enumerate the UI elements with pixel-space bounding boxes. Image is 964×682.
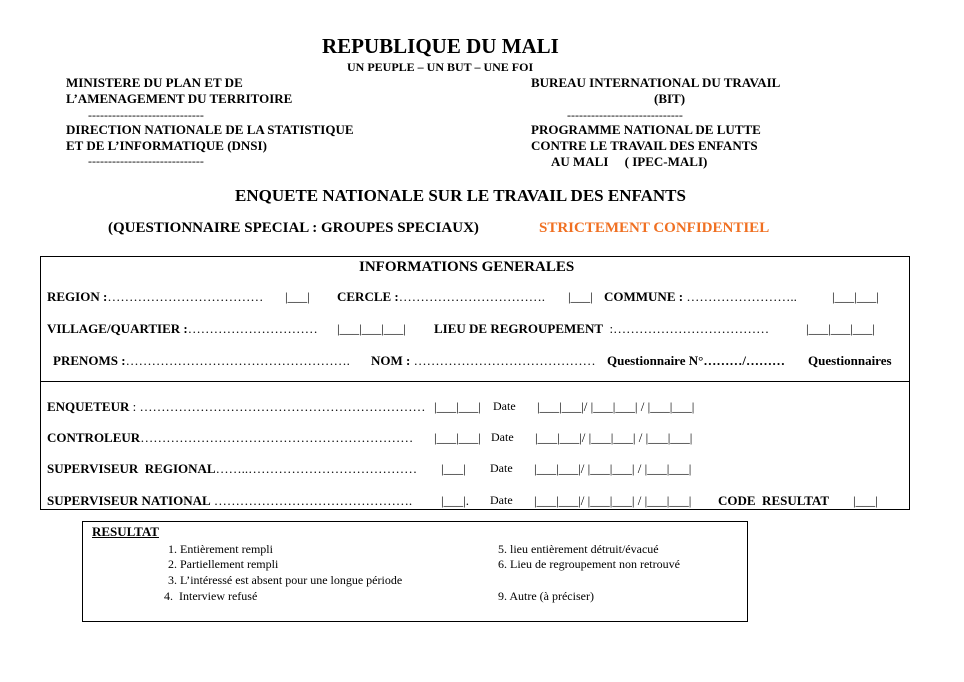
controleur-code-box[interactable]: |___|___| [434, 430, 481, 445]
survey-title: ENQUETE NATIONALE SUR LE TRAVAIL DES ENFANTS [235, 186, 686, 205]
lieu-row [434, 321, 769, 337]
controleur-date-boxes[interactable]: |___|___|/ |___|___| / |___|___| [535, 430, 693, 445]
prenoms-row [53, 353, 350, 369]
resultat-heading: RESULTAT [92, 524, 159, 539]
national-motto: UN PEUPLE – UN BUT – UNE FOI [347, 60, 534, 74]
left-separator-1: ----------------------------- [88, 108, 204, 122]
commune-code-box[interactable]: |___|___| [832, 289, 879, 304]
resultat-item-4: 4. Interview refusé [164, 589, 258, 603]
sup-regional-label: SUPERVISEUR REGIONAL [47, 461, 216, 476]
direction-line-2: ET DE L’INFORMATIQUE (DNSI) [66, 138, 267, 153]
sup-regional-row [47, 461, 417, 477]
bureau-line-2: (BIT) [654, 91, 686, 106]
resultat-item-2: 2. Partiellement rempli [168, 557, 279, 571]
program-line-1: PROGRAMME NATIONAL DE LUTTE [531, 122, 761, 137]
region-code-box[interactable]: |___| [285, 289, 310, 304]
left-separator-2: ----------------------------- [88, 154, 204, 168]
enqueteur-date-label: Date [493, 399, 516, 413]
cercle-row [337, 289, 545, 305]
sup-national-date-boxes[interactable]: |___|___|/ |___|___| / |___|___| [534, 493, 692, 508]
region-input[interactable]: ……………………………… [107, 289, 267, 304]
controleur-date-label: Date [491, 430, 514, 444]
lieu-label: LIEU DE REGROUPEMENT [434, 321, 604, 336]
resultat-item-3: 3. L’intéressé est absent pour une longue période [168, 573, 403, 587]
region-label: REGION : [47, 289, 108, 304]
lieu-input[interactable]: :……………………………… [603, 321, 770, 336]
region-row [47, 289, 267, 305]
village-input[interactable]: ………………………… [187, 321, 322, 336]
sup-regional-date-boxes[interactable]: |___|___|/ |___|___| / |___|___| [534, 461, 692, 476]
controleur-input[interactable]: ……………………………………………………… [140, 430, 414, 445]
right-separator-1: ----------------------------- [567, 108, 683, 122]
ministry-line-2: L’AMENAGEMENT DU TERRITOIRE [66, 91, 293, 106]
section-divider [40, 381, 909, 382]
controleur-label: CONTROLEUR [47, 430, 141, 445]
enqueteur-date-boxes[interactable]: |___|___|/ |___|___| / |___|___| [537, 399, 695, 414]
cercle-label: CERCLE : [337, 289, 399, 304]
sup-national-label: SUPERVISEUR NATIONAL [47, 493, 211, 508]
sup-national-code-box[interactable]: |___|. [441, 493, 469, 508]
code-resultat-box[interactable]: |___| [853, 493, 878, 508]
nom-input[interactable]: …………………………………… [410, 353, 596, 368]
enqueteur-input[interactable]: : ………………………………………………………… [129, 399, 426, 414]
sup-regional-date-label: Date [490, 461, 513, 475]
prenoms-label: PRENOMS : [53, 353, 126, 368]
nom-row [371, 353, 596, 369]
sup-national-input[interactable]: ………………………………………. [210, 493, 413, 508]
sup-regional-input[interactable]: ……..………………………………… [215, 461, 418, 476]
controleur-row [47, 430, 413, 446]
resultat-item-5: 5. lieu entièrement détruit/évacué [498, 542, 659, 556]
village-code-box[interactable]: |___|___|___| [337, 321, 406, 336]
resultat-item-6: 6. Lieu de regroupement non retrouvé [498, 557, 680, 571]
program-line-2: CONTRE LE TRAVAIL DES ENFANTS [531, 138, 758, 153]
lieu-code-box[interactable]: |___|___|___| [806, 321, 875, 336]
page-title: REPUBLIQUE DU MALI [322, 34, 559, 58]
prenoms-input[interactable]: ……………………………………………. [125, 353, 350, 368]
code-resultat-label: CODE RESULTAT [718, 493, 830, 508]
resultat-item-1: 1. Entièrement rempli [168, 542, 273, 556]
questionnaire-number-field[interactable]: Questionnaire N°………/……… [607, 353, 785, 368]
sup-national-date-label: Date [490, 493, 513, 507]
nom-label: NOM : [371, 353, 411, 368]
ministry-line-1: MINISTERE DU PLAN ET DE [66, 75, 243, 90]
enqueteur-code-box[interactable]: |___|___| [434, 399, 481, 414]
enqueteur-label: ENQUETEUR [47, 399, 130, 414]
resultat-item-9: 9. Autre (à préciser) [498, 589, 594, 603]
village-label: VILLAGE/QUARTIER : [47, 321, 188, 336]
general-info-heading: INFORMATIONS GENERALES [359, 259, 575, 275]
sup-regional-code-box[interactable]: |___| [441, 461, 466, 476]
commune-label: COMMUNE : [604, 289, 684, 304]
bureau-line-1: BUREAU INTERNATIONAL DU TRAVAIL [531, 75, 781, 90]
cercle-code-box[interactable]: |___| [568, 289, 593, 304]
program-line-3: AU MALI ( IPEC-MALI) [551, 154, 708, 169]
direction-line-1: DIRECTION NATIONALE DE LA STATISTIQUE [66, 122, 354, 137]
sup-national-row [47, 493, 412, 509]
village-row [47, 321, 321, 337]
commune-row [604, 289, 797, 305]
commune-input[interactable]: …………………….. [683, 289, 797, 304]
questionnaire-subtitle: (QUESTIONNAIRE SPECIAL : GROUPES SPECIAUX) [108, 220, 479, 236]
confidential-label: STRICTEMENT CONFIDENTIEL [539, 220, 770, 236]
enqueteur-row [47, 399, 425, 415]
cercle-input[interactable]: ……………………………. [398, 289, 546, 304]
questionnaires-label: Questionnaires [808, 353, 892, 368]
